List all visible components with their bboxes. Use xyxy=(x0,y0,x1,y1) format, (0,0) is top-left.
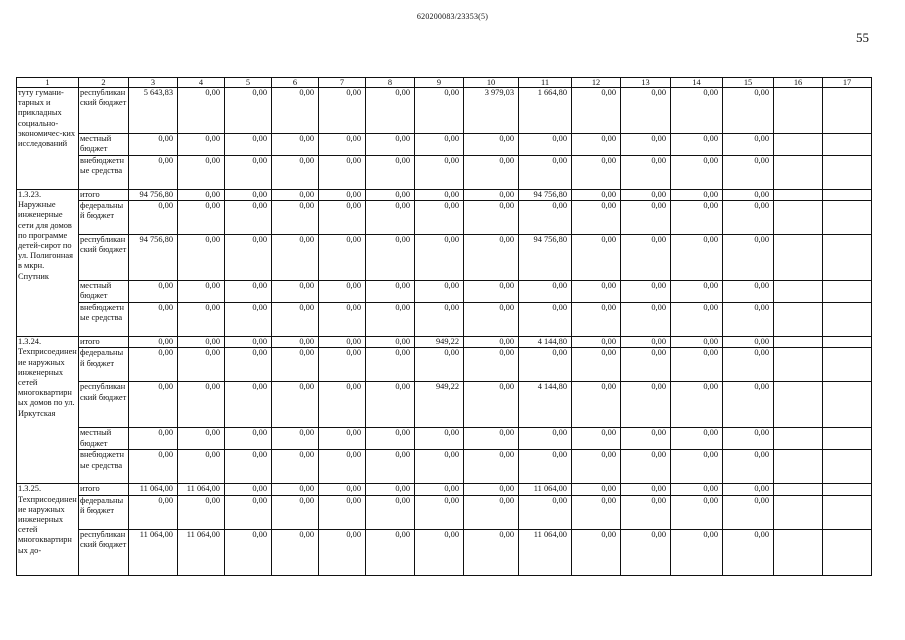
amount-cell: 0,00 xyxy=(621,495,671,529)
amount-cell: 0,00 xyxy=(178,190,225,201)
amount-cell: 0,00 xyxy=(572,337,621,348)
amount-cell: 0,00 xyxy=(415,134,464,156)
empty-cell xyxy=(823,281,872,303)
amount-cell: 0,00 xyxy=(129,428,178,450)
empty-cell xyxy=(823,450,872,484)
amount-cell: 0,00 xyxy=(225,281,272,303)
amount-cell: 0,00 xyxy=(464,235,519,281)
amount-cell: 0,00 xyxy=(621,201,671,235)
amount-cell: 0,00 xyxy=(178,382,225,428)
column-number: 4 xyxy=(178,78,225,88)
amount-cell: 0,00 xyxy=(671,134,723,156)
amount-cell: 0,00 xyxy=(671,495,723,529)
amount-cell: 0,00 xyxy=(671,337,723,348)
amount-cell: 0,00 xyxy=(366,281,415,303)
amount-cell: 0,00 xyxy=(572,495,621,529)
amount-cell: 0,00 xyxy=(178,281,225,303)
amount-cell: 0,00 xyxy=(178,134,225,156)
amount-cell: 11 064,00 xyxy=(519,529,572,575)
amount-cell: 0,00 xyxy=(464,495,519,529)
amount-cell: 0,00 xyxy=(319,190,366,201)
column-number: 7 xyxy=(319,78,366,88)
amount-cell: 0,00 xyxy=(319,382,366,428)
amount-cell: 0,00 xyxy=(464,529,519,575)
amount-cell: 0,00 xyxy=(415,348,464,382)
amount-cell: 4 144,80 xyxy=(519,337,572,348)
amount-cell: 0,00 xyxy=(366,484,415,495)
amount-cell: 0,00 xyxy=(366,450,415,484)
table-row xyxy=(17,190,872,201)
funding-source: итого xyxy=(79,337,129,348)
amount-cell: 0,00 xyxy=(572,450,621,484)
amount-cell: 0,00 xyxy=(319,348,366,382)
empty-cell xyxy=(774,201,823,235)
amount-cell: 0,00 xyxy=(415,529,464,575)
amount-cell: 0,00 xyxy=(319,303,366,337)
funding-source: итого xyxy=(79,484,129,495)
amount-cell: 0,00 xyxy=(572,529,621,575)
empty-cell xyxy=(823,337,872,348)
amount-cell: 0,00 xyxy=(366,382,415,428)
empty-cell xyxy=(774,428,823,450)
amount-cell: 0,00 xyxy=(272,281,319,303)
column-number: 17 xyxy=(823,78,872,88)
amount-cell: 0,00 xyxy=(366,235,415,281)
amount-cell: 0,00 xyxy=(621,235,671,281)
amount-cell: 0,00 xyxy=(671,428,723,450)
empty-cell xyxy=(774,134,823,156)
table-row xyxy=(17,382,872,428)
amount-cell: 0,00 xyxy=(272,337,319,348)
amount-cell: 0,00 xyxy=(415,201,464,235)
empty-cell xyxy=(774,88,823,134)
amount-cell: 0,00 xyxy=(319,156,366,190)
amount-cell: 0,00 xyxy=(723,190,774,201)
amount-cell: 0,00 xyxy=(319,529,366,575)
empty-cell xyxy=(823,428,872,450)
column-number: 2 xyxy=(79,78,129,88)
document-code: 620200083/23353(5) xyxy=(416,12,489,21)
amount-cell: 0,00 xyxy=(415,281,464,303)
amount-cell: 0,00 xyxy=(225,348,272,382)
amount-cell: 0,00 xyxy=(572,428,621,450)
empty-cell xyxy=(774,348,823,382)
empty-cell xyxy=(823,303,872,337)
empty-cell xyxy=(774,337,823,348)
amount-cell: 0,00 xyxy=(225,428,272,450)
amount-cell: 0,00 xyxy=(319,281,366,303)
amount-cell: 0,00 xyxy=(723,495,774,529)
amount-cell: 0,00 xyxy=(178,450,225,484)
amount-cell: 0,00 xyxy=(572,156,621,190)
amount-cell: 0,00 xyxy=(129,337,178,348)
column-number: 6 xyxy=(272,78,319,88)
amount-cell: 0,00 xyxy=(319,235,366,281)
amount-cell: 0,00 xyxy=(415,235,464,281)
amount-cell: 0,00 xyxy=(519,134,572,156)
amount-cell: 0,00 xyxy=(723,235,774,281)
amount-cell: 0,00 xyxy=(225,134,272,156)
table-row xyxy=(17,235,872,281)
amount-cell: 0,00 xyxy=(723,428,774,450)
amount-cell: 0,00 xyxy=(464,303,519,337)
amount-cell: 0,00 xyxy=(671,450,723,484)
amount-cell: 0,00 xyxy=(178,235,225,281)
amount-cell: 0,00 xyxy=(621,484,671,495)
funding-source: федеральный бюджет xyxy=(79,348,129,382)
column-number: 5 xyxy=(225,78,272,88)
amount-cell: 94 756,80 xyxy=(519,235,572,281)
funding-source: республиканский бюджет xyxy=(79,529,129,575)
column-number: 12 xyxy=(572,78,621,88)
activity-title: 1.3.23. Наружные инженерные сети для домов по программе детей-сирот по ул. Полигонная в мкрн. Спутник xyxy=(17,190,79,337)
empty-cell xyxy=(823,529,872,575)
empty-cell xyxy=(774,303,823,337)
amount-cell: 0,00 xyxy=(225,201,272,235)
empty-cell xyxy=(774,382,823,428)
empty-cell xyxy=(823,201,872,235)
amount-cell: 0,00 xyxy=(272,134,319,156)
amount-cell: 0,00 xyxy=(621,428,671,450)
empty-cell xyxy=(774,235,823,281)
amount-cell: 11 064,00 xyxy=(178,484,225,495)
amount-cell: 0,00 xyxy=(366,303,415,337)
amount-cell: 0,00 xyxy=(415,484,464,495)
amount-cell: 0,00 xyxy=(621,134,671,156)
amount-cell: 0,00 xyxy=(272,190,319,201)
funding-source: республиканский бюджет xyxy=(79,382,129,428)
amount-cell: 0,00 xyxy=(178,156,225,190)
empty-cell xyxy=(823,190,872,201)
column-number: 15 xyxy=(723,78,774,88)
empty-cell xyxy=(774,450,823,484)
amount-cell: 0,00 xyxy=(366,428,415,450)
amount-cell: 0,00 xyxy=(272,88,319,134)
column-number: 9 xyxy=(415,78,464,88)
amount-cell: 11 064,00 xyxy=(129,484,178,495)
amount-cell: 0,00 xyxy=(225,529,272,575)
amount-cell: 0,00 xyxy=(272,529,319,575)
empty-cell xyxy=(823,156,872,190)
amount-cell: 0,00 xyxy=(621,529,671,575)
amount-cell: 0,00 xyxy=(366,134,415,156)
amount-cell: 0,00 xyxy=(319,134,366,156)
amount-cell: 0,00 xyxy=(178,88,225,134)
amount-cell: 0,00 xyxy=(621,190,671,201)
amount-cell: 0,00 xyxy=(225,337,272,348)
column-number: 10 xyxy=(464,78,519,88)
amount-cell: 0,00 xyxy=(225,484,272,495)
amount-cell: 0,00 xyxy=(519,201,572,235)
amount-cell: 0,00 xyxy=(464,201,519,235)
amount-cell: 0,00 xyxy=(272,156,319,190)
amount-cell: 949,22 xyxy=(415,382,464,428)
amount-cell: 0,00 xyxy=(572,484,621,495)
amount-cell: 0,00 xyxy=(464,156,519,190)
amount-cell: 0,00 xyxy=(366,348,415,382)
column-number: 11 xyxy=(519,78,572,88)
amount-cell: 0,00 xyxy=(272,428,319,450)
column-number: 3 xyxy=(129,78,178,88)
amount-cell: 0,00 xyxy=(464,428,519,450)
amount-cell: 0,00 xyxy=(272,303,319,337)
amount-cell: 0,00 xyxy=(572,348,621,382)
amount-cell: 0,00 xyxy=(319,201,366,235)
empty-cell xyxy=(774,156,823,190)
amount-cell: 0,00 xyxy=(723,156,774,190)
table-row xyxy=(17,281,872,303)
amount-cell: 11 064,00 xyxy=(519,484,572,495)
amount-cell: 0,00 xyxy=(621,337,671,348)
amount-cell: 0,00 xyxy=(225,156,272,190)
amount-cell: 0,00 xyxy=(129,348,178,382)
amount-cell: 0,00 xyxy=(519,428,572,450)
funding-source: местный бюджет xyxy=(79,281,129,303)
amount-cell: 0,00 xyxy=(366,495,415,529)
amount-cell: 0,00 xyxy=(319,428,366,450)
empty-cell xyxy=(823,88,872,134)
amount-cell: 0,00 xyxy=(178,337,225,348)
empty-cell xyxy=(823,484,872,495)
amount-cell: 0,00 xyxy=(178,348,225,382)
amount-cell: 0,00 xyxy=(178,201,225,235)
amount-cell: 0,00 xyxy=(671,382,723,428)
amount-cell: 0,00 xyxy=(464,382,519,428)
amount-cell: 0,00 xyxy=(129,201,178,235)
amount-cell: 0,00 xyxy=(319,337,366,348)
amount-cell: 0,00 xyxy=(464,484,519,495)
amount-cell: 0,00 xyxy=(671,201,723,235)
amount-cell: 949,22 xyxy=(415,337,464,348)
amount-cell: 0,00 xyxy=(671,348,723,382)
amount-cell: 0,00 xyxy=(415,190,464,201)
funding-source: внебюджетные средства xyxy=(79,303,129,337)
amount-cell: 0,00 xyxy=(415,495,464,529)
amount-cell: 0,00 xyxy=(464,450,519,484)
amount-cell: 0,00 xyxy=(225,495,272,529)
amount-cell: 0,00 xyxy=(671,303,723,337)
funding-source: местный бюджет xyxy=(79,428,129,450)
amount-cell: 0,00 xyxy=(225,235,272,281)
amount-cell: 0,00 xyxy=(366,156,415,190)
amount-cell: 0,00 xyxy=(178,428,225,450)
amount-cell: 4 144,80 xyxy=(519,382,572,428)
page-number: 55 xyxy=(856,30,869,45)
table-row xyxy=(17,450,872,484)
amount-cell: 0,00 xyxy=(621,281,671,303)
table-row xyxy=(17,348,872,382)
amount-cell: 1 664,80 xyxy=(519,88,572,134)
budget-table xyxy=(16,77,872,576)
amount-cell: 0,00 xyxy=(178,303,225,337)
activity-title: 1.3.24. Техприсоединение наружных инженерных сетей многоквартирных домов по ул. Иркутская xyxy=(17,337,79,484)
amount-cell: 0,00 xyxy=(129,495,178,529)
funding-source: федеральный бюджет xyxy=(79,201,129,235)
amount-cell: 0,00 xyxy=(572,382,621,428)
amount-cell: 0,00 xyxy=(225,190,272,201)
amount-cell: 0,00 xyxy=(519,495,572,529)
column-number: 14 xyxy=(671,78,723,88)
amount-cell: 0,00 xyxy=(671,88,723,134)
amount-cell: 0,00 xyxy=(723,303,774,337)
table-row xyxy=(17,201,872,235)
amount-cell: 0,00 xyxy=(671,529,723,575)
amount-cell: 0,00 xyxy=(572,88,621,134)
amount-cell: 0,00 xyxy=(415,428,464,450)
amount-cell: 0,00 xyxy=(272,382,319,428)
amount-cell: 0,00 xyxy=(519,281,572,303)
empty-cell xyxy=(774,281,823,303)
column-number: 8 xyxy=(366,78,415,88)
amount-cell: 0,00 xyxy=(319,88,366,134)
funding-source: итого xyxy=(79,190,129,201)
amount-cell: 0,00 xyxy=(319,495,366,529)
amount-cell: 0,00 xyxy=(572,201,621,235)
amount-cell: 0,00 xyxy=(723,529,774,575)
amount-cell: 0,00 xyxy=(723,450,774,484)
table-row xyxy=(17,484,872,495)
amount-cell: 0,00 xyxy=(225,303,272,337)
amount-cell: 0,00 xyxy=(621,382,671,428)
amount-cell: 0,00 xyxy=(319,484,366,495)
empty-cell xyxy=(774,190,823,201)
empty-cell xyxy=(823,235,872,281)
amount-cell: 0,00 xyxy=(415,450,464,484)
amount-cell: 0,00 xyxy=(129,450,178,484)
amount-cell: 0,00 xyxy=(366,190,415,201)
amount-cell: 0,00 xyxy=(621,88,671,134)
amount-cell: 0,00 xyxy=(671,235,723,281)
table-row xyxy=(17,303,872,337)
table-row xyxy=(17,495,872,529)
amount-cell: 0,00 xyxy=(272,484,319,495)
funding-source: внебюджетные средства xyxy=(79,156,129,190)
amount-cell: 0,00 xyxy=(129,382,178,428)
table-row xyxy=(17,529,872,575)
amount-cell: 0,00 xyxy=(621,450,671,484)
amount-cell: 0,00 xyxy=(415,88,464,134)
amount-cell: 0,00 xyxy=(671,190,723,201)
funding-source: внебюджетные средства xyxy=(79,450,129,484)
amount-cell: 0,00 xyxy=(415,303,464,337)
amount-cell: 0,00 xyxy=(723,382,774,428)
table-row xyxy=(17,156,872,190)
amount-cell: 0,00 xyxy=(366,88,415,134)
amount-cell: 11 064,00 xyxy=(129,529,178,575)
amount-cell: 0,00 xyxy=(272,201,319,235)
amount-cell: 0,00 xyxy=(272,235,319,281)
amount-cell: 0,00 xyxy=(723,281,774,303)
amount-cell: 0,00 xyxy=(572,190,621,201)
amount-cell: 5 643,83 xyxy=(129,88,178,134)
amount-cell: 0,00 xyxy=(464,281,519,303)
activity-title: туту гумани-тарных и прикладных социально-экономичес-ких исследований xyxy=(17,88,79,190)
empty-cell xyxy=(823,495,872,529)
amount-cell: 0,00 xyxy=(621,156,671,190)
amount-cell: 0,00 xyxy=(723,201,774,235)
amount-cell: 0,00 xyxy=(129,134,178,156)
amount-cell: 94 756,80 xyxy=(129,235,178,281)
amount-cell: 94 756,80 xyxy=(129,190,178,201)
empty-cell xyxy=(774,529,823,575)
amount-cell: 0,00 xyxy=(572,281,621,303)
column-number-row xyxy=(17,78,872,88)
amount-cell: 0,00 xyxy=(519,450,572,484)
empty-cell xyxy=(774,495,823,529)
amount-cell: 0,00 xyxy=(272,348,319,382)
column-number: 16 xyxy=(774,78,823,88)
amount-cell: 3 979,03 xyxy=(464,88,519,134)
amount-cell: 0,00 xyxy=(129,281,178,303)
amount-cell: 0,00 xyxy=(464,190,519,201)
empty-cell xyxy=(774,484,823,495)
amount-cell: 0,00 xyxy=(671,484,723,495)
amount-cell: 0,00 xyxy=(129,156,178,190)
amount-cell: 0,00 xyxy=(519,348,572,382)
amount-cell: 0,00 xyxy=(129,303,178,337)
amount-cell: 0,00 xyxy=(464,348,519,382)
amount-cell: 0,00 xyxy=(519,303,572,337)
amount-cell: 0,00 xyxy=(671,281,723,303)
amount-cell: 0,00 xyxy=(519,156,572,190)
amount-cell: 0,00 xyxy=(415,156,464,190)
funding-source: федеральный бюджет xyxy=(79,495,129,529)
amount-cell: 0,00 xyxy=(723,337,774,348)
column-number: 13 xyxy=(621,78,671,88)
funding-source: республиканский бюджет xyxy=(79,235,129,281)
amount-cell: 0,00 xyxy=(366,529,415,575)
amount-cell: 0,00 xyxy=(671,156,723,190)
amount-cell: 0,00 xyxy=(621,303,671,337)
amount-cell: 0,00 xyxy=(178,495,225,529)
amount-cell: 0,00 xyxy=(272,495,319,529)
table-row xyxy=(17,428,872,450)
amount-cell: 0,00 xyxy=(464,337,519,348)
empty-cell xyxy=(823,134,872,156)
table-row xyxy=(17,337,872,348)
amount-cell: 0,00 xyxy=(572,134,621,156)
amount-cell: 0,00 xyxy=(723,484,774,495)
amount-cell: 0,00 xyxy=(723,88,774,134)
amount-cell: 0,00 xyxy=(723,134,774,156)
amount-cell: 0,00 xyxy=(572,235,621,281)
amount-cell: 0,00 xyxy=(225,88,272,134)
funding-source: местный бюджет xyxy=(79,134,129,156)
amount-cell: 0,00 xyxy=(225,382,272,428)
activity-title: 1.3.25. Техприсоединение наружных инженерных сетей многоквартирных до- xyxy=(17,484,79,575)
empty-cell xyxy=(823,348,872,382)
amount-cell: 94 756,80 xyxy=(519,190,572,201)
empty-cell xyxy=(823,382,872,428)
amount-cell: 0,00 xyxy=(464,134,519,156)
column-number: 1 xyxy=(17,78,79,88)
amount-cell: 0,00 xyxy=(272,450,319,484)
amount-cell: 11 064,00 xyxy=(178,529,225,575)
amount-cell: 0,00 xyxy=(366,201,415,235)
amount-cell: 0,00 xyxy=(572,303,621,337)
funding-source: республиканский бюджет xyxy=(79,88,129,134)
amount-cell: 0,00 xyxy=(319,450,366,484)
amount-cell: 0,00 xyxy=(225,450,272,484)
amount-cell: 0,00 xyxy=(723,348,774,382)
amount-cell: 0,00 xyxy=(621,348,671,382)
table-row xyxy=(17,134,872,156)
table-row xyxy=(17,88,872,134)
amount-cell: 0,00 xyxy=(366,337,415,348)
